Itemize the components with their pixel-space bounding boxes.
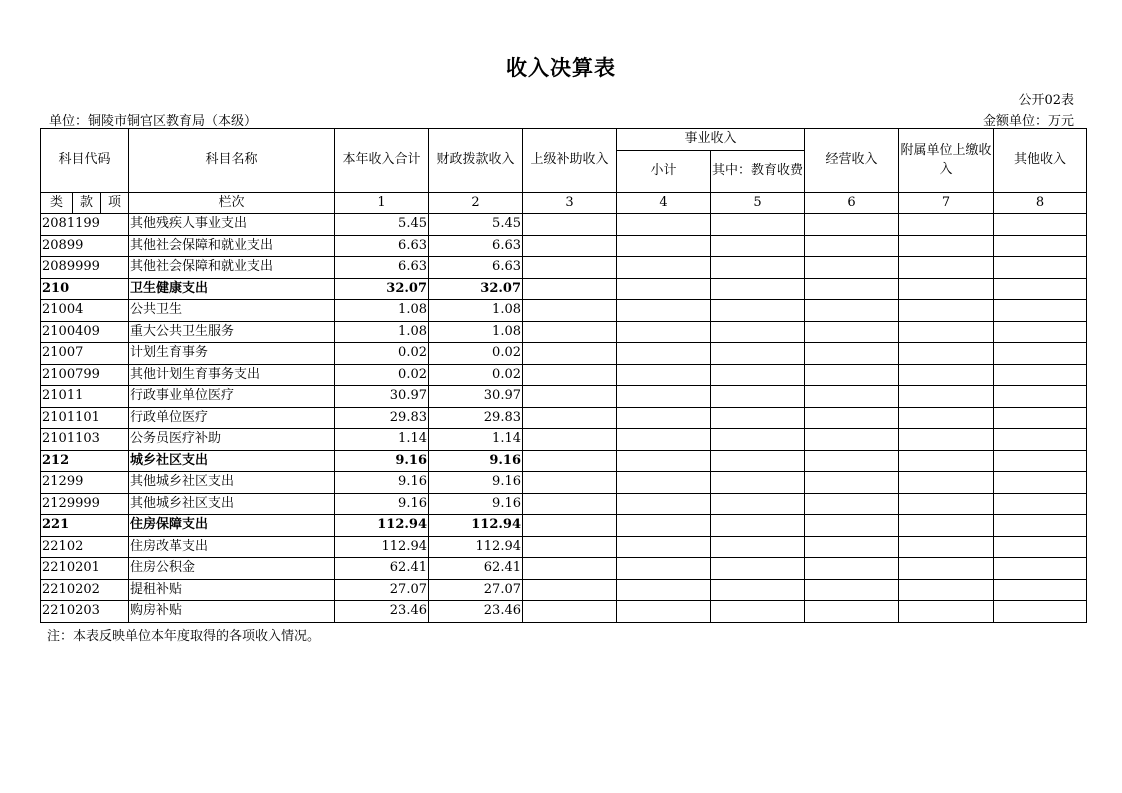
cell-affiliated (899, 321, 994, 343)
cell-total: 1.08 (335, 321, 429, 343)
table-row (41, 364, 1087, 386)
cell-total: 9.16 (335, 472, 429, 494)
cell-operating (805, 472, 899, 494)
col-number: 7 (899, 193, 994, 214)
cell-operating (805, 601, 899, 623)
cell-name: 其他计划生育事务支出 (129, 364, 335, 386)
footnote: 注：本表反映单位本年度取得的各项收入情况。 (47, 629, 321, 644)
cell-affiliated (899, 300, 994, 322)
cell-subtotal (617, 257, 711, 279)
cell-code: 2129999 (41, 493, 129, 515)
cell-code: 210 (41, 278, 129, 300)
cell-fiscal: 112.94 (429, 536, 523, 558)
cell-upper-subsidy (523, 300, 617, 322)
report-title: 收入决算表 (506, 55, 616, 80)
cell-subtotal (617, 558, 711, 580)
cell-name: 其他社会保障和就业支出 (129, 257, 335, 279)
cell-operating (805, 579, 899, 601)
table-row (41, 235, 1087, 257)
cell-subtotal (617, 235, 711, 257)
cell-education-fee (711, 515, 805, 537)
cell-affiliated (899, 235, 994, 257)
cell-total: 1.14 (335, 429, 429, 451)
cell-name: 购房补贴 (129, 601, 335, 623)
cell-fiscal: 9.16 (429, 450, 523, 472)
header-total: 本年收入合计 (335, 129, 429, 193)
cell-operating (805, 407, 899, 429)
cell-education-fee (711, 386, 805, 408)
cell-code: 2101101 (41, 407, 129, 429)
cell-fiscal: 6.63 (429, 257, 523, 279)
cell-total: 62.41 (335, 558, 429, 580)
cell-total: 5.45 (335, 214, 429, 236)
cell-affiliated (899, 579, 994, 601)
cell-affiliated (899, 493, 994, 515)
cell-education-fee (711, 536, 805, 558)
cell-subtotal (617, 429, 711, 451)
cell-code: 2210202 (41, 579, 129, 601)
cell-code: 21007 (41, 343, 129, 365)
header-business: 事业收入 (617, 129, 805, 151)
table-row (41, 300, 1087, 322)
cell-affiliated (899, 450, 994, 472)
table-row (41, 321, 1087, 343)
cell-affiliated (899, 558, 994, 580)
table-row (41, 558, 1087, 580)
cell-name: 计划生育事务 (129, 343, 335, 365)
table-row (41, 343, 1087, 365)
table-row (41, 536, 1087, 558)
col-number: 1 (335, 193, 429, 214)
cell-upper-subsidy (523, 601, 617, 623)
cell-total: 0.02 (335, 343, 429, 365)
cell-upper-subsidy (523, 579, 617, 601)
cell-other (994, 386, 1087, 408)
cell-total: 6.63 (335, 257, 429, 279)
cell-upper-subsidy (523, 472, 617, 494)
table-row (41, 579, 1087, 601)
cell-fiscal: 32.07 (429, 278, 523, 300)
cell-subtotal (617, 493, 711, 515)
cell-other (994, 536, 1087, 558)
cell-upper-subsidy (523, 321, 617, 343)
cell-education-fee (711, 321, 805, 343)
cell-upper-subsidy (523, 386, 617, 408)
cell-subtotal (617, 321, 711, 343)
cell-fiscal: 0.02 (429, 343, 523, 365)
cell-operating (805, 515, 899, 537)
cell-upper-subsidy (523, 493, 617, 515)
cell-education-fee (711, 450, 805, 472)
col-number: 6 (805, 193, 899, 214)
cell-name: 重大公共卫生服务 (129, 321, 335, 343)
cell-subtotal (617, 579, 711, 601)
cell-education-fee (711, 558, 805, 580)
cell-subtotal (617, 515, 711, 537)
cell-affiliated (899, 429, 994, 451)
cell-fiscal: 1.08 (429, 300, 523, 322)
cell-subtotal (617, 407, 711, 429)
cell-education-fee (711, 300, 805, 322)
cell-fiscal: 1.08 (429, 321, 523, 343)
cell-education-fee (711, 257, 805, 279)
cell-other (994, 450, 1087, 472)
cell-code: 2081199 (41, 214, 129, 236)
cell-other (994, 214, 1087, 236)
cell-education-fee (711, 235, 805, 257)
cell-affiliated (899, 536, 994, 558)
cell-code: 21011 (41, 386, 129, 408)
cell-total: 9.16 (335, 450, 429, 472)
cell-education-fee (711, 429, 805, 451)
cell-upper-subsidy (523, 278, 617, 300)
cell-other (994, 601, 1087, 623)
cell-operating (805, 321, 899, 343)
cell-code: 2089999 (41, 257, 129, 279)
cell-affiliated (899, 343, 994, 365)
cell-code: 2210201 (41, 558, 129, 580)
cell-subtotal (617, 364, 711, 386)
cell-operating (805, 493, 899, 515)
cell-fiscal: 62.41 (429, 558, 523, 580)
cell-affiliated (899, 386, 994, 408)
cell-operating (805, 278, 899, 300)
table-row (41, 407, 1087, 429)
cell-name: 住房公积金 (129, 558, 335, 580)
cell-upper-subsidy (523, 536, 617, 558)
cell-affiliated (899, 601, 994, 623)
cell-operating (805, 214, 899, 236)
cell-name: 其他社会保障和就业支出 (129, 235, 335, 257)
col-number: 3 (523, 193, 617, 214)
cell-operating (805, 536, 899, 558)
cell-other (994, 579, 1087, 601)
cell-name: 其他城乡社区支出 (129, 493, 335, 515)
cell-fiscal: 6.63 (429, 235, 523, 257)
cell-operating (805, 343, 899, 365)
col-number: 2 (429, 193, 523, 214)
cell-other (994, 321, 1087, 343)
cell-upper-subsidy (523, 235, 617, 257)
cell-other (994, 558, 1087, 580)
cell-fiscal: 23.46 (429, 601, 523, 623)
cell-other (994, 278, 1087, 300)
cell-fiscal: 29.83 (429, 407, 523, 429)
table-row (41, 493, 1087, 515)
cell-upper-subsidy (523, 257, 617, 279)
cell-code: 221 (41, 515, 129, 537)
table-row (41, 601, 1087, 623)
cell-fiscal: 30.97 (429, 386, 523, 408)
cell-fiscal: 5.45 (429, 214, 523, 236)
table-row (41, 214, 1087, 236)
cell-fiscal: 27.07 (429, 579, 523, 601)
table-body (41, 214, 1087, 623)
cell-operating (805, 364, 899, 386)
cell-subtotal (617, 472, 711, 494)
cell-operating (805, 450, 899, 472)
cell-name: 住房保障支出 (129, 515, 335, 537)
cell-other (994, 429, 1087, 451)
cell-education-fee (711, 579, 805, 601)
cell-total: 23.46 (335, 601, 429, 623)
header-name: 科目名称 (129, 129, 335, 193)
cell-affiliated (899, 364, 994, 386)
cell-fiscal: 1.14 (429, 429, 523, 451)
table-row (41, 257, 1087, 279)
header-column-order: 栏次 (129, 193, 335, 214)
cell-total: 29.83 (335, 407, 429, 429)
cell-code: 2100799 (41, 364, 129, 386)
cell-code: 22102 (41, 536, 129, 558)
cell-other (994, 515, 1087, 537)
cell-operating (805, 235, 899, 257)
cell-fiscal: 9.16 (429, 493, 523, 515)
header-other: 其他收入 (994, 129, 1087, 193)
cell-code: 20899 (41, 235, 129, 257)
cell-total: 6.63 (335, 235, 429, 257)
cell-name: 行政事业单位医疗 (129, 386, 335, 408)
table-row (41, 429, 1087, 451)
cell-upper-subsidy (523, 364, 617, 386)
header-subtotal: 小计 (617, 151, 711, 193)
cell-upper-subsidy (523, 515, 617, 537)
cell-other (994, 343, 1087, 365)
cell-operating (805, 300, 899, 322)
form-number: 公开02表 (1018, 93, 1074, 108)
cell-name: 提租补贴 (129, 579, 335, 601)
amount-unit: 金额单位：万元 (982, 114, 1074, 129)
cell-education-fee (711, 278, 805, 300)
header-upper-subsidy: 上级补助收入 (523, 129, 617, 193)
cell-subtotal (617, 343, 711, 365)
cell-total: 0.02 (335, 364, 429, 386)
cell-name: 住房改革支出 (129, 536, 335, 558)
cell-other (994, 257, 1087, 279)
cell-total: 1.08 (335, 300, 429, 322)
cell-subtotal (617, 300, 711, 322)
cell-education-fee (711, 601, 805, 623)
cell-other (994, 472, 1087, 494)
cell-code: 212 (41, 450, 129, 472)
cell-subtotal (617, 214, 711, 236)
cell-name: 其他残疾人事业支出 (129, 214, 335, 236)
cell-education-fee (711, 493, 805, 515)
cell-total: 112.94 (335, 536, 429, 558)
col-number: 8 (994, 193, 1087, 214)
header-affiliated: 附属单位上缴收入 (899, 129, 994, 193)
cell-code: 2101103 (41, 429, 129, 451)
cell-education-fee (711, 407, 805, 429)
header-lei: 类 (41, 193, 73, 214)
cell-name: 公共卫生 (129, 300, 335, 322)
cell-name: 城乡社区支出 (129, 450, 335, 472)
cell-code: 21004 (41, 300, 129, 322)
cell-education-fee (711, 343, 805, 365)
cell-operating (805, 558, 899, 580)
cell-affiliated (899, 407, 994, 429)
cell-code: 2210203 (41, 601, 129, 623)
cell-subtotal (617, 536, 711, 558)
table-row (41, 386, 1087, 408)
cell-operating (805, 429, 899, 451)
cell-code: 21299 (41, 472, 129, 494)
header-xiang: 项 (101, 193, 129, 214)
cell-operating (805, 386, 899, 408)
col-number: 5 (711, 193, 805, 214)
table-row (41, 278, 1087, 300)
cell-fiscal: 112.94 (429, 515, 523, 537)
cell-total: 32.07 (335, 278, 429, 300)
cell-operating (805, 257, 899, 279)
cell-upper-subsidy (523, 343, 617, 365)
cell-code: 2100409 (41, 321, 129, 343)
header-code: 科目代码 (41, 129, 129, 193)
cell-other (994, 300, 1087, 322)
header-fiscal: 财政拨款收入 (429, 129, 523, 193)
cell-name: 其他城乡社区支出 (129, 472, 335, 494)
cell-upper-subsidy (523, 214, 617, 236)
table-row (41, 450, 1087, 472)
cell-education-fee (711, 472, 805, 494)
income-final-accounts-table (40, 128, 1087, 623)
cell-name: 卫生健康支出 (129, 278, 335, 300)
cell-affiliated (899, 515, 994, 537)
cell-upper-subsidy (523, 407, 617, 429)
cell-upper-subsidy (523, 558, 617, 580)
cell-name: 行政单位医疗 (129, 407, 335, 429)
header-kuan: 款 (73, 193, 101, 214)
col-number: 4 (617, 193, 711, 214)
cell-other (994, 407, 1087, 429)
cell-other (994, 364, 1087, 386)
cell-subtotal (617, 601, 711, 623)
cell-subtotal (617, 450, 711, 472)
cell-upper-subsidy (523, 450, 617, 472)
cell-total: 30.97 (335, 386, 429, 408)
table-row (41, 515, 1087, 537)
cell-subtotal (617, 386, 711, 408)
cell-total: 9.16 (335, 493, 429, 515)
cell-affiliated (899, 472, 994, 494)
cell-other (994, 493, 1087, 515)
cell-affiliated (899, 257, 994, 279)
cell-affiliated (899, 278, 994, 300)
cell-other (994, 235, 1087, 257)
reporting-unit: 单位：铜陵市铜官区教育局（本级） (49, 114, 258, 129)
header-operating: 经营收入 (805, 129, 899, 193)
header-education-fee: 其中：教育收费 (711, 151, 805, 193)
cell-fiscal: 0.02 (429, 364, 523, 386)
cell-name: 公务员医疗补助 (129, 429, 335, 451)
cell-education-fee (711, 214, 805, 236)
cell-total: 27.07 (335, 579, 429, 601)
table-row (41, 472, 1087, 494)
cell-affiliated (899, 214, 994, 236)
cell-education-fee (711, 364, 805, 386)
cell-upper-subsidy (523, 429, 617, 451)
cell-subtotal (617, 278, 711, 300)
cell-fiscal: 9.16 (429, 472, 523, 494)
cell-total: 112.94 (335, 515, 429, 537)
